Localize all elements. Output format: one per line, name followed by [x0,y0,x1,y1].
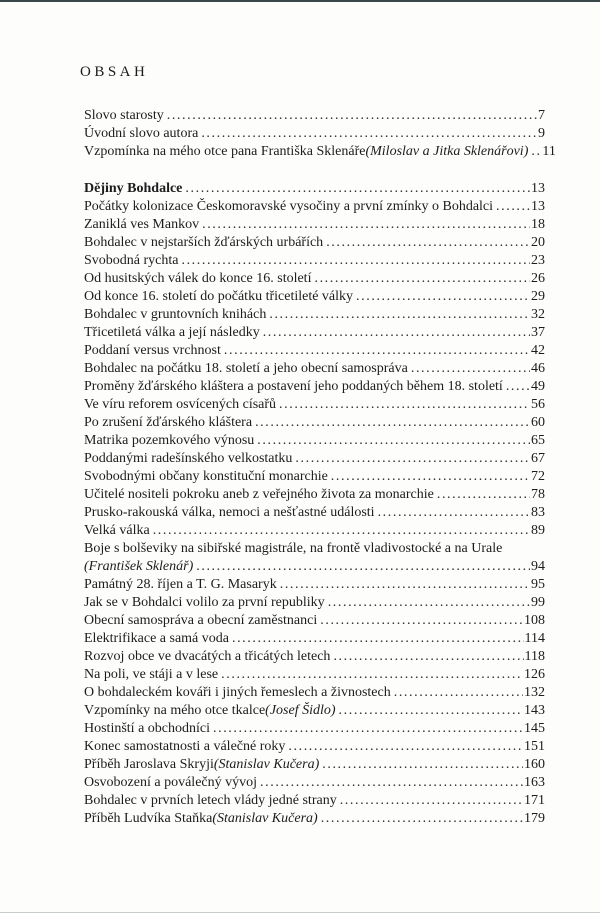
toc-entry-page: 72 [531,469,545,484]
toc-entry-page: 42 [531,343,545,358]
toc-dot-leader [328,594,530,612]
toc-entry-page: 11 [542,144,556,159]
toc-entry-page: 143 [524,703,545,718]
toc-entry-title: Vzpomínka na mého otce pana Františka Sklenáře [84,144,366,159]
toc-entry-page: 83 [531,505,545,520]
toc-entry-page: 67 [531,451,545,466]
toc-entry [80,107,545,125]
toc-entry-page: 78 [531,487,545,502]
toc-entry-page: 94 [531,559,545,574]
toc-entry [80,702,545,720]
toc-dot-leader [257,432,530,450]
toc-dot-leader [232,630,524,648]
toc-entry [80,594,545,612]
toc-dot-leader [260,774,523,792]
toc-entry-page: 89 [531,523,545,538]
toc-entry-title: Po zrušení žďárského kláštera [84,415,253,430]
toc-entry-page: 46 [531,361,545,376]
toc-entry [80,486,545,504]
toc-entry-title: Od konce 16. století do počátku třicetileté války [84,289,354,304]
toc-entry-title: Boje s bolševiky na sibiřské magistrále, na frontě vladivostocké a na Urale [84,541,503,556]
toc-entry-title: Bohdalec v prvních letech vlády jedné strany [84,793,337,808]
toc-entry-page: 132 [524,685,545,700]
toc-dot-leader [531,143,541,161]
toc-entry-title-italic: (Stanislav Kučera) [213,757,320,772]
toc-dot-leader [378,504,530,522]
toc-entry [80,612,545,630]
toc-entry-title: Dějiny Bohdalce [84,181,183,196]
toc-entry-title-italic: (Miloslav a Jitka Sklenářovi) [365,144,529,159]
toc-dot-leader [295,450,530,468]
toc-entry-title: Od husitských válek do konce 16. století [84,271,312,286]
toc-entry-page: 32 [531,307,545,322]
toc-entry [80,180,545,198]
toc-entry [80,198,545,216]
toc-entry-title: Zaniklá ves Mankov [84,217,200,232]
toc-entry-title: Osvobození a poválečný vývoj [84,775,258,790]
toc-entry-page: 20 [531,235,545,250]
toc-dot-leader [202,216,530,234]
toc-dot-leader [263,324,530,342]
toc-entry-page: 118 [524,649,545,664]
toc-entry-page: 163 [524,775,545,790]
toc-entry [80,216,545,234]
toc-entry [80,306,545,324]
toc-dot-leader [279,396,530,414]
toc-entry-title: Proměny žďárského kláštera a postavení jeho poddaných během 18. století [84,379,503,394]
toc-entry-page: 99 [531,595,545,610]
toc-entry [80,143,556,161]
toc-entry-title: O bohdaleckém kováři i jiných řemeslech a živnostech [84,685,391,700]
toc-dot-leader [339,702,523,720]
toc-entry [80,270,545,288]
toc-entry-title: Počátky kolonizace Českomoravské vysočiny a první zmínky o Bohdalci [84,199,494,214]
toc-entry [80,360,545,378]
toc-entry [80,414,545,432]
toc-entry [80,576,545,594]
toc-entry-title: Památný 28. říjen a T. G. Masaryk [84,577,277,592]
toc-entry-title: Matrika pozemkového výnosu [84,433,255,448]
toc-dot-leader [288,738,523,756]
toc-entry-page: 65 [531,433,545,448]
toc-entry [80,324,545,342]
toc-entry-page: 179 [524,811,545,826]
toc-entry-title: Poddanými radešínského velkostatku [84,451,293,466]
toc-entry-title: Obecní samospráva a obecní zaměstnanci [84,613,318,628]
toc-entry [80,774,545,792]
toc-entry-title: Příběh Jaroslava Skryji [84,757,214,772]
toc-entry-page: 23 [531,253,545,268]
toc-entry-title-italic: (Josef Šidlo) [265,703,336,718]
toc-entry-page: 37 [531,325,545,340]
toc-dot-leader [356,288,530,306]
toc-entry [80,756,545,774]
toc-entry [80,504,545,522]
toc-entry-page: 151 [524,739,545,754]
toc-entry-title: Příběh Ludvíka Staňka [84,811,213,826]
toc-dot-leader [320,612,523,630]
toc-entry [80,648,545,666]
toc-entry-page: 145 [524,721,545,736]
toc-dot-leader [280,576,530,594]
toc-dot-leader [314,270,530,288]
toc-entry-page: 26 [531,271,545,286]
toc-entry [80,396,545,414]
toc-entry-title: Vzpomínky na mého otce tkalce [84,703,266,718]
toc-dot-leader [331,468,530,486]
toc-entry-page: 13 [531,181,545,196]
toc-entry-title: Slovo starosty [84,108,164,123]
toc-entry [80,234,545,252]
toc-entry-title: Hostinští a obchodníci [84,721,210,736]
toc-entry [80,558,545,576]
toc-entry-page: 18 [531,217,545,232]
toc-entry-page: 49 [531,379,545,394]
toc-entry [80,540,545,558]
toc-entry-title: Rozvoj obce ve dvacátých a třicátých letech [84,649,331,664]
toc-entry-title-italic: (František Sklenář) [84,559,194,574]
toc-entry [80,522,545,540]
toc-dot-leader [181,252,530,270]
toc-entry-title: Na poli, ve stáji a v lese [84,667,219,682]
toc-entry-page: 126 [524,667,545,682]
toc-dot-leader [437,486,530,504]
toc-dot-leader [333,648,523,666]
toc-entry [80,378,545,396]
toc-entry-page: 114 [524,631,545,646]
toc-dot-leader [322,756,523,774]
scan-top-edge [0,0,600,2]
toc-dot-leader [496,198,530,216]
toc-entry [80,810,545,828]
toc-entry-page: 56 [531,397,545,412]
toc-entry-title: Poddaní versus vrchnost [84,343,221,358]
toc-entry [80,666,545,684]
toc-entry-page: 108 [524,613,545,628]
toc-entry-title-italic: (Stanislav Kučera) [212,811,318,826]
toc-dot-leader [224,342,530,360]
toc-dot-leader [196,558,530,576]
toc-entry-title: Elektrifikace a samá voda [84,631,229,646]
toc-entry [80,252,545,270]
toc-dot-leader [201,125,537,143]
toc-entry [80,684,545,702]
toc-entry-page: 95 [531,577,545,592]
toc-entry [80,125,545,143]
toc-entry-title: Jak se v Bohdalci volilo za první republiky [84,595,325,610]
toc-dot-leader [326,234,530,252]
page-title: OBSAH [80,64,149,80]
toc-dot-leader [340,792,523,810]
toc-dot-leader [221,666,523,684]
toc-entry [80,342,545,360]
toc-entry-title: Třicetiletá válka a její následky [84,325,260,340]
toc-entry-title: Bohdalec v gruntovních knihách [84,307,267,322]
toc-dot-leader [269,306,530,324]
toc-dot-leader [185,180,530,198]
toc-dot-leader [153,522,530,540]
toc-entry-page: 171 [524,793,545,808]
toc-entry-title: Svobodná rychta [84,253,179,268]
toc-entry-page: 7 [538,108,545,123]
toc-entry-page: 160 [524,757,545,772]
toc-entry-title: Konec samostatnosti a válečné roky [84,739,286,754]
toc-entry [80,288,545,306]
toc-entry [80,630,545,648]
toc-entry-page: 60 [531,415,545,430]
toc-dot-leader [213,720,523,738]
toc-entry-title: Ve víru reforem osvícených císařů [84,397,277,412]
toc-entry-page: 29 [531,289,545,304]
toc-list [80,107,556,828]
toc-entry-title: Velká válka [84,523,150,538]
toc-entry-page: 9 [538,126,545,141]
toc-entry-page: 13 [531,199,545,214]
toc-entry [80,468,545,486]
toc-entry-title: Bohdalec na počátku 18. století a jeho obecní samospráva [84,361,408,376]
toc-entry-title: Bohdalec v nejstarších žďárských urbářích [84,235,324,250]
toc-entry-title: Svobodnými občany konstituční monarchie [84,469,328,484]
toc-entry-title: Úvodní slovo autora [84,126,199,141]
toc-entry [80,432,545,450]
toc-entry-title: Prusko-rakouská válka, nemoci a nešťastné události [84,505,375,520]
toc-dot-leader [167,107,537,125]
toc-entry [80,450,545,468]
toc-dot-leader [394,684,523,702]
toc-entry [80,792,545,810]
toc-entry-title: Učitelé nositeli pokroku aneb z veřejného života za monarchie [84,487,434,502]
toc-dot-leader [255,414,530,432]
toc-entry [80,720,545,738]
toc-dot-leader [411,360,530,378]
toc-entry [80,738,545,756]
toc-dot-leader [321,810,523,828]
toc-dot-leader [506,378,530,396]
